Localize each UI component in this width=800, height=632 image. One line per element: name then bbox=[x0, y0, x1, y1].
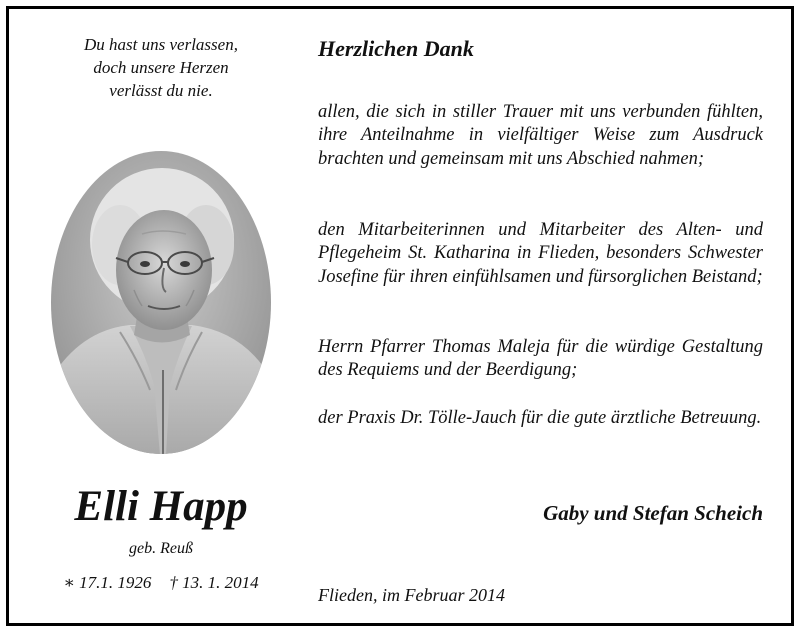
thanks-paragraph: den Mitarbeiterinnen und Mitarbeiter des Alten- und Pflegeheim St. Katharina in Flieden, besonders Schwester Josefine für ihren einfühlsamen und fürsorglichen Beistand; bbox=[318, 220, 763, 287]
portrait-photo-icon bbox=[50, 150, 272, 455]
thanks-paragraph: der Praxis Dr. Tölle-Jauch für die gute ärztliche Betreuung. bbox=[318, 408, 762, 428]
motto-line: doch unsere Herzen bbox=[93, 58, 229, 77]
thanks-paragraph: Herrn Pfarrer Thomas Maleja für die würdige Gestaltung des Requiems und der Beerdigung; bbox=[318, 337, 763, 381]
place-date: Flieden, im Februar 2014 bbox=[318, 585, 505, 605]
motto-line: Du hast uns verlassen, bbox=[84, 35, 238, 54]
death-date: † 13. 1. 2014 bbox=[169, 573, 259, 592]
thanks-heading: Herzlichen Dank bbox=[318, 36, 474, 61]
deceased-name: Elli Happ bbox=[74, 483, 248, 530]
motto bbox=[29, 33, 293, 102]
birth-date: ∗ 17.1. 1926 bbox=[63, 573, 152, 592]
notice-frame bbox=[6, 6, 794, 626]
memorial-column bbox=[29, 33, 293, 592]
life-dates bbox=[29, 573, 293, 593]
thanks-paragraph: allen, die sich in stiller Trauer mit uns verbunden fühlten, ihre Anteilnahme in vielfältiger Weise zum Ausdruck brachten und gemeinsam mit uns Abschied nahmen; bbox=[318, 102, 763, 169]
maiden-name: geb. Reuß bbox=[129, 540, 193, 557]
motto-line: verlässt du nie. bbox=[109, 81, 213, 100]
signature: Gaby und Stefan Scheich bbox=[543, 501, 763, 525]
thanks-column bbox=[318, 35, 763, 605]
